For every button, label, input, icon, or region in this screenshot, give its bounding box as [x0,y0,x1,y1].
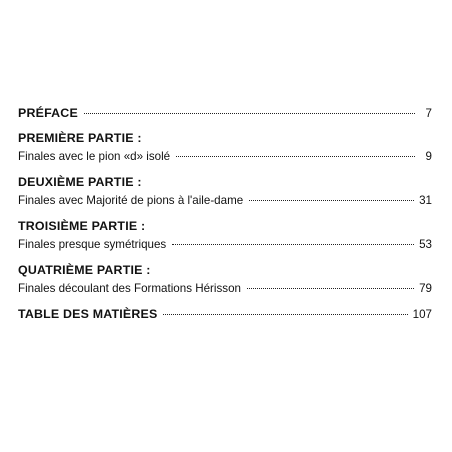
page-number: 53 [419,238,432,251]
page-number: 79 [419,282,432,295]
part-heading: PREMIÈRE PARTIE : [18,131,142,145]
entry-title: Finales avec le pion «d» isolé [18,150,171,163]
toc-entry [18,238,432,263]
dot-leader [84,113,415,114]
table-of-contents [18,106,432,332]
dot-leader [176,156,415,157]
entry-title: PRÉFACE [18,106,78,120]
dot-leader [249,200,414,201]
part-heading: DEUXIÈME PARTIE : [18,175,142,189]
entry-title: Finales avec Majorité de pions à l'aile-dame [18,194,244,207]
entry-title: TABLE DES MATIÈRES [18,307,158,321]
page-number: 9 [425,150,432,163]
toc-entry [18,150,432,175]
dot-leader [247,288,414,289]
dot-leader [172,244,414,245]
page-number: 31 [419,194,432,207]
page-number: 107 [412,308,432,321]
entry-title: Finales presque symétriques [18,238,167,251]
part-heading: TROISIÈME PARTIE : [18,219,146,233]
toc-entry-table-des-matieres [18,307,432,332]
toc-entry [18,282,432,307]
page-number: 7 [425,107,432,120]
toc-entry [18,194,432,219]
entry-title: Finales découlant des Formations Hérisson [18,282,241,295]
toc-entry-preface [18,106,432,131]
part-heading: QUATRIÈME PARTIE : [18,263,151,277]
dot-leader [163,314,407,315]
